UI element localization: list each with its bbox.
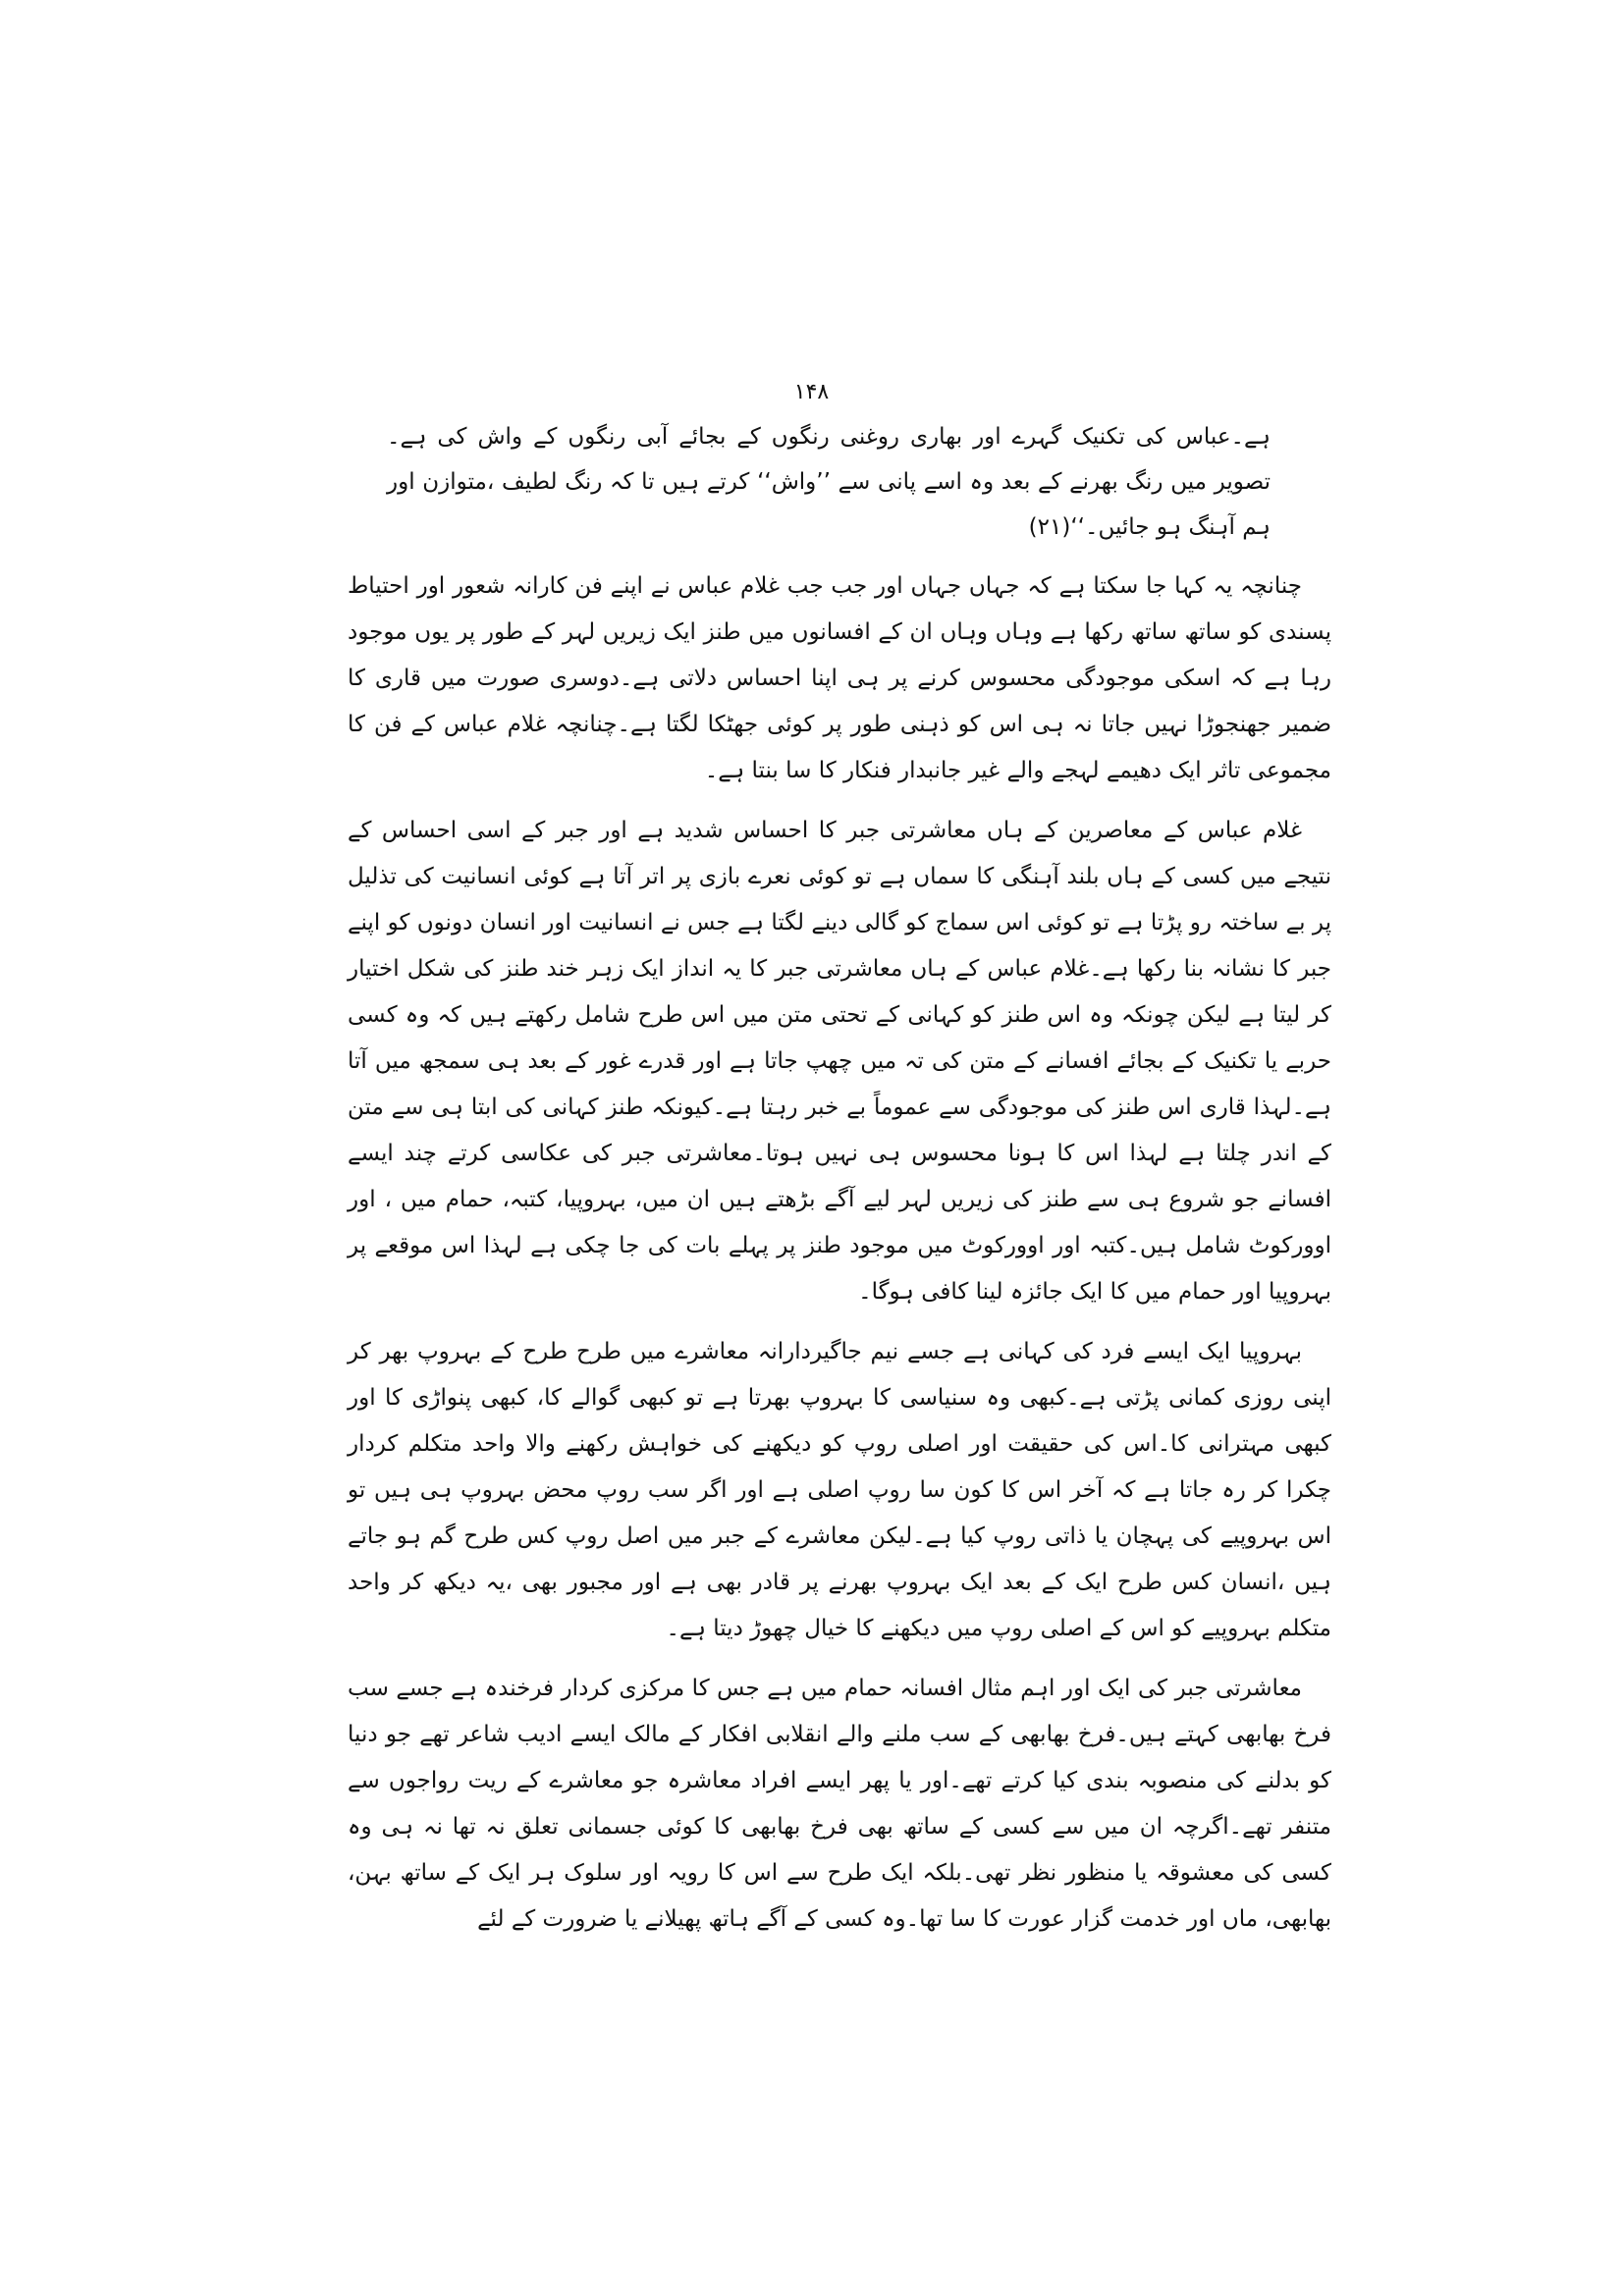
page-number: ۱۴۸ xyxy=(793,380,830,404)
paragraph: معاشرتی جبر کی ایک اور اہم مثال افسانہ حمام میں ہے جس کا مرکزی کردار فرخندہ ہے جسے سب فرخ بھابھی کہتے ہیں۔فرخ بھابھی کے سب ملنے والے انقلابی افکار کے مالک ایسے ادیب شاعر تھے جو دنیا کو بدلنے کی منصوبہ بندی کیا کرتے تھے۔اور یا پھر ایسے افراد معاشرہ جو معاشرے کے ریت رواجوں سے متنفر تھے۔اگرچہ ان میں سے کسی کے ساتھ بھی فرخ بھابھی کا کوئی جسمانی تعلق نہ تھا نہ ہی وہ کسی کی معشوقہ یا منظور نظر تھی۔بلکہ ایک طرح سے اس کا رویہ اور سلوک ہر ایک کے ساتھ بہن، بھابھی، ماں اور خدمت گزار عورت کا سا تھا۔وہ کسی کے آگے ہاتھ پھیلانے یا ضرورت کے لئے xyxy=(348,1676,1331,1932)
block-quote: ہے۔عباس کی تکنیک گہرے اور بھاری روغنی رنگوں کے بجائے آبی رنگوں کے واش کی ہے۔تصویر میں رنگ بھرنے کے بعد وہ اسے پانی سے ’’واش‘‘ کرتے ہیں تا کہ رنگ لطیف ،متوازن اور ہم آہنگ ہو جائیں۔‘‘(۲۱) xyxy=(387,424,1271,540)
paragraph: بہروپیا ایک ایسے فرد کی کہانی ہے جسے نیم جاگیردارانہ معاشرے میں طرح طرح کے بہروپ بھر کر اپنی روزی کمانی پڑتی ہے۔کبھی وہ سنیاسی کا بہروپ بھرتا ہے تو کبھی گوالے کا، کبھی پنواڑی کا اور کبھی مہترانی کا۔اس کی حقیقت اور اصلی روپ کو دیکھنے کی خواہش رکھنے والا واحد متکلم کردار چکرا کر رہ جاتا ہے کہ آخر اس کا کون سا روپ اصلی ہے اور اگر سب روپ محض بہروپ ہی ہیں تو اس بہروپیے کی پہچان یا ذاتی روپ کیا ہے۔لیکن معاشرے کے جبر میں اصل روپ کس طرح گم ہو جاتے ہیں ،انسان کس طرح ایک کے بعد ایک بہروپ بھرنے پر قادر بھی ہے اور مجبور بھی ،یہ دیکھ کر واحد متکلم بہروپیے کو اس کے اصلی روپ میں دیکھنے کا خیال چھوڑ دیتا ہے۔ xyxy=(348,1339,1331,1641)
paragraph: غلام عباس کے معاصرین کے ہاں معاشرتی جبر کا احساس شدید ہے اور جبر کے اسی احساس کے نتیجے میں کسی کے ہاں بلند آہنگی کا سماں ہے تو کوئی نعرے بازی پر اتر آتا ہے کوئی انسانیت کی تذلیل پر بے ساختہ رو پڑتا ہے تو کوئی اس سماج کو گالی دینے لگتا ہے جس نے انسانیت اور انسان دونوں کو اپنے جبر کا نشانہ بنا رکھا ہے۔غلام عباس کے ہاں معاشرتی جبر کا یہ انداز ایک زہر خند طنز کی شکل اختیار کر لیتا ہے لیکن چونکہ وہ اس طنز کو کہانی کے تحتی متن میں اس طرح شامل رکھتے ہیں کہ وہ کسی حربے یا تکنیک کے بجائے افسانے کے متن کی تہ میں چھپ جاتا ہے اور قدرے غور کے بعد ہی سمجھ میں آتا ہے۔لہذا قاری اس طنز کی موجودگی سے عموماً بے خبر رہتا ہے۔کیونکہ طنز کہانی کی ابتا ہی سے متن کے اندر چلتا ہے لہذا اس کا ہونا محسوس ہی نہیں ہوتا۔معاشرتی جبر کی عکاسی کرتے چند ایسے افسانے جو شروع ہی سے طنز کی زیریں لہر لیے آگے بڑھتے ہیں ان میں، بہروپیا، کتبہ، حمام میں ، اور اوورکوٹ شامل ہیں۔کتبہ اور اوورکوٹ میں موجود طنز پر پہلے بات کی جا چکی ہے لہذا اس موقعے پر بہروپیا اور حمام میں کا ایک جائزہ لینا کافی ہوگا۔ xyxy=(348,818,1331,1305)
paragraph: چنانچہ یہ کہا جا سکتا ہے کہ جہاں جہاں اور جب جب غلام عباس نے اپنے فن کارانہ شعور اور احتیاط پسندی کو ساتھ ساتھ رکھا ہے وہاں وہاں ان کے افسانوں میں طنز ایک زیریں لہر کے طور پر یوں موجود رہا ہے کہ اسکی موجودگی محسوس کرنے پر ہی اپنا احساس دلاتی ہے۔دوسری صورت میں قاری کا ضمیر جھنجوڑا نہیں جاتا نہ ہی اس کو ذہنی طور پر کوئی جھٹکا لگتا ہے۔چنانچہ غلام عباس کے فن کا مجموعی تاثر ایک دھیمے لہجے والے غیر جانبدار فنکار کا سا بنتا ہے۔ xyxy=(348,573,1331,783)
page-content xyxy=(348,414,1331,1943)
